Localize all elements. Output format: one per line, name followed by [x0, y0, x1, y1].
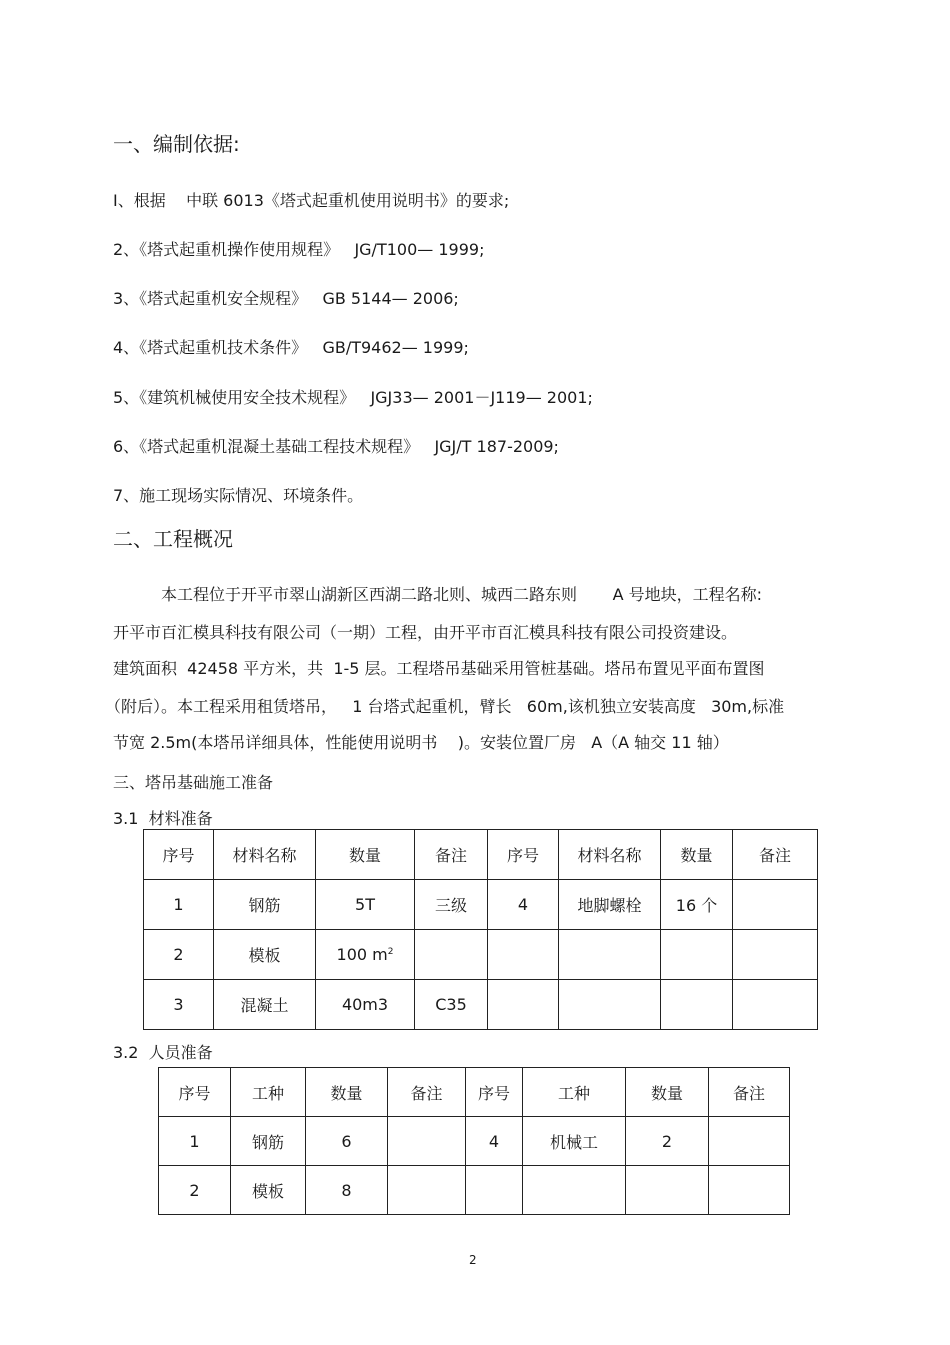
table-header-cell: 备注	[709, 1068, 790, 1117]
table-header-cell: 数量	[661, 830, 733, 880]
table-cell	[709, 1166, 790, 1215]
table-row	[144, 880, 818, 930]
table-cell	[661, 980, 733, 1030]
basis-item: 7、施工现场实际情况、环境条件。	[113, 486, 364, 505]
table-header-cell: 数量	[626, 1068, 709, 1117]
table-header-cell: 数量	[316, 830, 415, 880]
basis-item: 3、《塔式起重机安全规程》 GB 5144— 2006;	[113, 289, 459, 308]
table-cell	[523, 1166, 626, 1215]
table-header-cell: 数量	[306, 1068, 388, 1117]
table-header-cell: 序号	[466, 1068, 523, 1117]
table-cell: 1	[144, 880, 214, 930]
personnel-title: 3.2 人员准备	[113, 1043, 213, 1062]
table-cell: 1	[159, 1117, 231, 1166]
table-cell	[733, 880, 818, 930]
table-cell: 6	[306, 1117, 388, 1166]
overview-line: 本工程位于开平市翠山湖新区西湖二路北则、城西二路东则 A 号地块，工程名称:	[161, 585, 763, 604]
table-header-cell: 序号	[159, 1068, 231, 1117]
table-cell: 8	[306, 1166, 388, 1215]
table-cell	[626, 1166, 709, 1215]
basis-item: 2、《塔式起重机操作使用规程》 JG/T100— 1999;	[113, 240, 485, 259]
table-cell	[559, 930, 661, 980]
table-row	[159, 1117, 790, 1166]
table-header-row	[144, 830, 818, 880]
table-cell	[488, 930, 559, 980]
table-cell: 2	[144, 930, 214, 980]
basis-item: 5、《建筑机械使用安全技术规程》 JGJ33— 2001－J119— 2001;	[113, 388, 593, 407]
table-cell: 5T	[316, 880, 415, 930]
table-cell: 模板	[214, 930, 316, 980]
table-header-cell: 工种	[523, 1068, 626, 1117]
basis-item: 6、《塔式起重机混凝土基础工程技术规程》 JGJ/T 187-2009;	[113, 437, 559, 456]
materials-title: 3.1 材料准备	[113, 809, 213, 828]
table-cell: 3	[144, 980, 214, 1030]
table-header-cell: 备注	[415, 830, 488, 880]
table-cell: 2	[626, 1117, 709, 1166]
table-cell	[733, 980, 818, 1030]
table-cell	[559, 980, 661, 1030]
table-cell: 4	[466, 1117, 523, 1166]
table-cell: C35	[415, 980, 488, 1030]
section1-heading: 一、编制依据:	[113, 132, 240, 156]
table-cell: 地脚螺栓	[559, 880, 661, 930]
table-cell	[388, 1166, 466, 1215]
table-cell: 2	[159, 1166, 231, 1215]
overview-line: 节宽 2.5m(本塔吊详细具体，性能使用说明书 )。安装位置厂房 A（A 轴交 11 轴）	[113, 733, 729, 752]
table-cell: 三级	[415, 880, 488, 930]
table-row	[159, 1166, 790, 1215]
table-cell	[488, 980, 559, 1030]
table-cell: 16 个	[661, 880, 733, 930]
materials-table	[143, 829, 818, 1030]
table-header-cell: 备注	[388, 1068, 466, 1117]
table-cell: 机械工	[523, 1117, 626, 1166]
area-superscript: 2	[387, 947, 394, 957]
overview-line: 建筑面积 42458 平方米，共 1-5 层。工程塔吊基础采用管桩基础。塔吊布置见平面布置图	[113, 659, 765, 678]
table-header-row	[159, 1068, 790, 1117]
personnel-table	[158, 1067, 790, 1215]
table-cell: 混凝土	[214, 980, 316, 1030]
area-value: 100 m	[336, 945, 388, 964]
table-header-cell: 材料名称	[559, 830, 661, 880]
page-number: 2	[469, 1253, 477, 1267]
table-cell: 钢筋	[231, 1117, 306, 1166]
table-cell	[316, 930, 415, 980]
table-header-cell: 序号	[488, 830, 559, 880]
table-cell: 40m3	[316, 980, 415, 1030]
table-cell: 钢筋	[214, 880, 316, 930]
basis-item: 4、《塔式起重机技术条件》 GB/T9462— 1999;	[113, 338, 469, 357]
table-row	[144, 980, 818, 1030]
table-cell	[733, 930, 818, 980]
basis-item: I、根据 中联 6013《塔式起重机使用说明书》的要求;	[113, 191, 510, 210]
table-cell	[709, 1117, 790, 1166]
overview-line: （附后）。本工程采用租赁塔吊， 1 台塔式起重机，臂长 60m,该机独立安装高度 30m,标准	[105, 697, 785, 716]
table-cell	[466, 1166, 523, 1215]
table-header-cell: 材料名称	[214, 830, 316, 880]
section3-heading: 三、塔吊基础施工准备	[113, 773, 274, 792]
table-cell	[415, 930, 488, 980]
table-cell	[388, 1117, 466, 1166]
overview-line: 开平市百汇模具科技有限公司（一期）工程，由开平市百汇模具科技有限公司投资建设。	[113, 623, 738, 642]
table-header-cell: 备注	[733, 830, 818, 880]
table-header-cell: 序号	[144, 830, 214, 880]
section2-heading: 二、工程概况	[113, 527, 233, 551]
table-cell	[661, 930, 733, 980]
table-row	[144, 930, 818, 980]
table-header-cell: 工种	[231, 1068, 306, 1117]
table-cell: 模板	[231, 1166, 306, 1215]
table-cell: 4	[488, 880, 559, 930]
